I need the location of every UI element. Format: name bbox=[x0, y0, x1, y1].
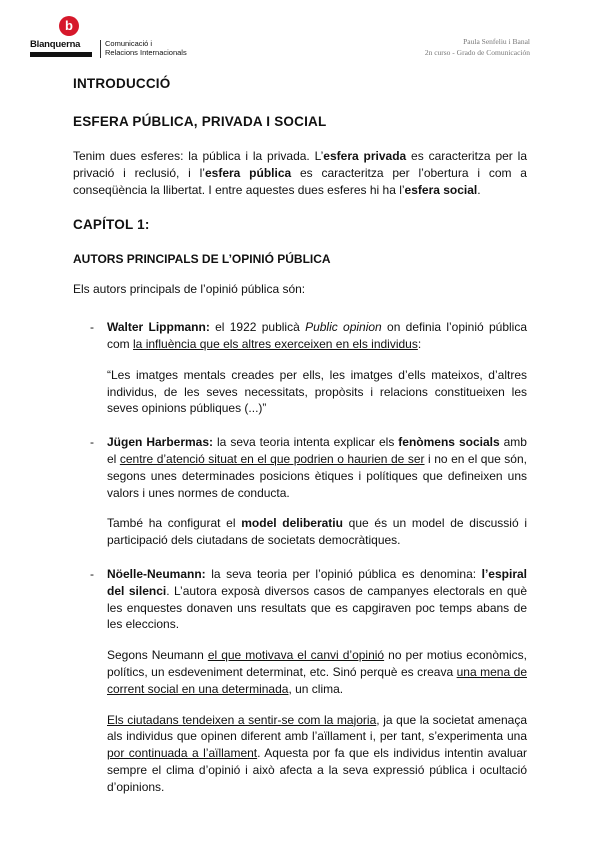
lippmann-paragraph: Walter Lippmann: el 1922 publicà Public opinion on definia l’opinió pública com la influència que els altres exerceixen en els individus: bbox=[107, 320, 528, 351]
neumann-motiu-paragraph: Segons Neumann el que motivava el canvi d’opinió no per motius econòmics, polítics, un esdeveniment determinat, etc. Sinó perquè es creava una mena de corrent social en una determinada, un clima. bbox=[107, 648, 527, 696]
header-author-info bbox=[425, 36, 530, 58]
habermas-model-paragraph: També ha configurat el model deliberatiu que és un model de discussió i participació dels ciutadans de societats democràtiques. bbox=[107, 516, 527, 548]
blanquerna-logo bbox=[26, 12, 196, 62]
logo-dept-line2: Relacions Internacionals bbox=[105, 48, 187, 57]
list-item-neumann bbox=[73, 566, 527, 796]
logo-separator bbox=[100, 40, 101, 58]
course-name: 2n curso - Grado de Comunicación bbox=[424, 48, 530, 57]
logo-dept-line1: Comunicació i bbox=[105, 39, 153, 48]
bullet-dash: - bbox=[90, 435, 94, 450]
habermas-paragraph: Jügen Harbermas: la seva teoria intenta explicar els fenòmens socials amb el centre d’atenció situat en el que podrien o haurien de ser i no en el que són, segons unes determinades posicions ètiques i polítiques que defineixen uns valors i unes normes de conducta. bbox=[107, 435, 527, 500]
bullet-dash: - bbox=[90, 566, 94, 581]
heading-introduccio: INTRODUCCIÓ bbox=[73, 76, 171, 91]
list-item-lippmann bbox=[73, 319, 527, 417]
neumann-paragraph: Nöelle-Neumann: la seva teoria per l’opinió pública es denomina: l’espiral del silenci. L’autora exposà diversos casos de campanyes electorals en què les enquestes donaven uns resultats que es capgiraven poc temps abans de les eleccions. bbox=[107, 566, 527, 632]
list-item-habermas bbox=[73, 434, 527, 549]
blanquerna-mark-icon: b bbox=[59, 16, 79, 36]
logo-department bbox=[105, 39, 187, 57]
heading-esfera: ESFERA PÚBLICA, PRIVADA I SOCIAL bbox=[73, 114, 327, 129]
document-body bbox=[73, 72, 527, 796]
heading-capitol-1: CAPÍTOL 1: bbox=[73, 217, 150, 233]
logo-bar bbox=[30, 52, 92, 57]
intro-paragraph: Tenim dues esferes: la pública i la privada. L’esfera privada es caracteritza per la privació i reclusió, i l’esfera pública es caracteritza per l’obertura i com a conseqüència la llibertat. I entre aquestes dues esferes hi ha l’esfera social. bbox=[73, 149, 527, 197]
heading-autors: AUTORS PRINCIPALS DE L’OPINIÓ PÚBLICA bbox=[73, 252, 331, 267]
autors-intro: Els autors principals de l’opinió pública són: bbox=[73, 282, 306, 297]
bullet-dash: - bbox=[90, 320, 94, 335]
author-name: Paula Senfeliu i Banal bbox=[463, 37, 530, 46]
neumann-majoria-paragraph: Els ciutadans tendeixen a sentir-se com la majoria, ja que la societat amenaça als individus que opinen diferent amb l’aïllament i, per tant, s’experimenta una por continuada a l’aïllament. Aquesta por fa que els individus intentin avaluar sempre el clima d’opinió i això afecta a la seva expressió pública i ocultació d’opinions. bbox=[107, 712, 527, 794]
lippmann-quote: “Les imatges mentals creades per ells, les imatges d’ells mateixos, d’altres individus, de les seves necessitats, propòsits i relacions constitueixen les seves opinions públiques (...)” bbox=[107, 367, 527, 416]
logo-wordmark: Blanquerna bbox=[30, 39, 81, 50]
